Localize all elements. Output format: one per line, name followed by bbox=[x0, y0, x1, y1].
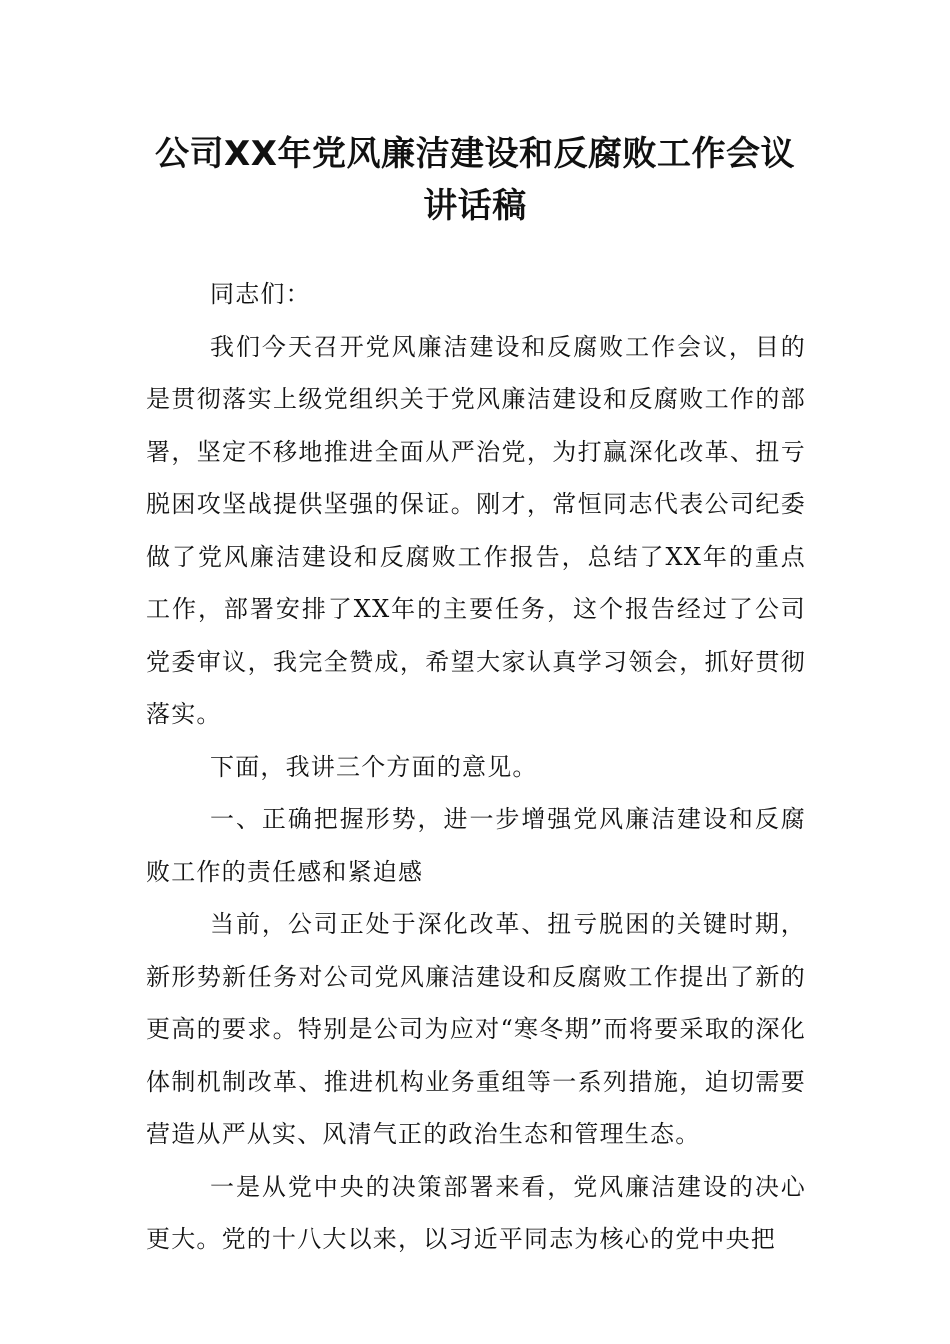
intro-paragraph: 我们今天召开党风廉洁建设和反腐败工作会议，目的是贯彻落实上级党组织关于党风廉洁建设和反腐败工作的部署，坚定不移地推进全面从严治党，为打赢深化改革、扭亏脱困攻坚战提供坚强的保证。刚才，常恒同志代表公司纪委做了党风廉洁建设和反腐败工作报告，总结了XX年的重点工作，部署安排了XX年的主要任务，这个报告经过了公司党委审议，我完全赞成，希望大家认真学习领会，抓好贯彻落实。 bbox=[146, 332, 806, 728]
outline-paragraph: 下面，我讲三个方面的意见。 bbox=[210, 752, 538, 781]
title-line-1: 公司XX年党风廉洁建设和反腐败工作会议 bbox=[155, 134, 795, 174]
document-title bbox=[120, 128, 830, 232]
point-one-paragraph: 一是从党中央的决策部署来看，党风廉洁建设的决心更大。党的十八大以来，以习近平同志为核心的党中央把 bbox=[146, 1172, 806, 1253]
document-body bbox=[146, 268, 806, 1266]
salutation: 同志们： bbox=[210, 280, 311, 308]
section-heading-1: 一、正确把握形势，进一步增强党风廉洁建设和反腐败工作的责任感和紧迫感 bbox=[146, 805, 806, 886]
title-line-2: 讲话稿 bbox=[423, 186, 527, 226]
situation-paragraph: 当前，公司正处于深化改革、扭亏脱困的关键时期，新形势新任务对公司党风廉洁建设和反腐败工作提出了新的更高的要求。特别是公司为应对“寒冬期”而将要采取的深化体制机制改革、推进机构业务重组等一系列措施，迫切需要营造从严从实、风清气正的政治生态和管理生态。 bbox=[146, 910, 806, 1148]
